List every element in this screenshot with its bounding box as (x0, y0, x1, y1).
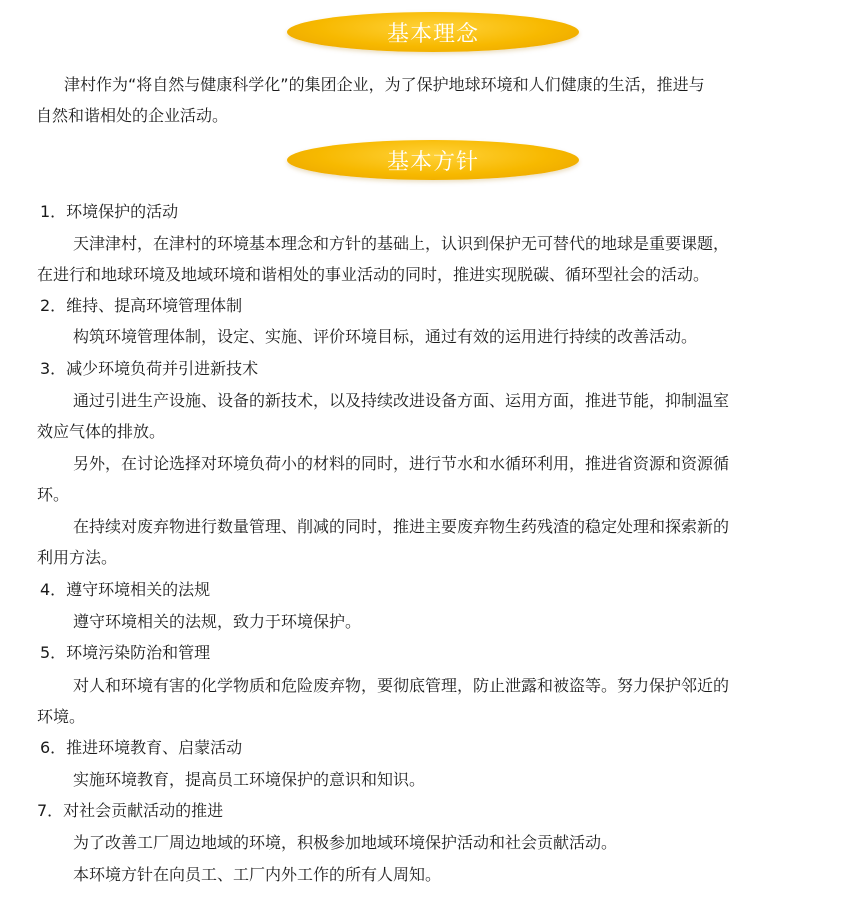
policy-line: 在进行和地球环境及地域环境和谐相处的事业活动的同时，推进实现脱碳、循环型社会的活动。 (37, 265, 710, 284)
policy-line: 天津津村，在津村的环境基本理念和方针的基础上，认识到保护无可替代的地球是重要课题， (73, 234, 730, 253)
policy-heading-3: 3．减少环境负荷并引进新技术 (40, 359, 259, 378)
policy-heading-5: 5．环境污染防治和管理 (40, 643, 211, 662)
philosophy-banner (287, 12, 579, 52)
policy-line: 利用方法。 (37, 548, 118, 567)
policy-banner (287, 140, 579, 180)
policy-line: 遵守环境相关的法规，致力于环境保护。 (73, 612, 362, 631)
policy-heading-6: 6．推进环境教育、启蒙活动 (40, 738, 243, 757)
policy-line: 另外，在讨论选择对环境负荷小的材料的同时，进行节水和水循环利用，推进省资源和资源循 (73, 454, 730, 473)
policy-banner-title: 基本方针 (386, 149, 479, 175)
policy-heading-2: 2．维持、提高环境管理体制 (40, 296, 243, 315)
policy-line: 为了改善工厂周边地域的环境，积极参加地域环境保护活动和社会贡献活动。 (73, 833, 618, 852)
policy-line: 实施环境教育，提高员工环境保护的意识和知识。 (73, 770, 426, 789)
policy-line: 对人和环境有害的化学物质和危险废弃物，要彻底管理，防止泄露和被盗等。努力保护邻近的 (73, 676, 730, 695)
policy-line: 本环境方针在向员工、工厂内外工作的所有人周知。 (73, 865, 442, 884)
policy-heading-7: 7．对社会贡献活动的推进 (37, 801, 224, 820)
philosophy-line: 津村作为“将自然与健康科学化”的集团企业，为了保护地球环境和人们健康的生活，推进与 (64, 75, 705, 94)
policy-heading-1: 1．环境保护的活动 (40, 202, 179, 221)
policy-line: 环境。 (37, 707, 86, 726)
policy-line: 构筑环境管理体制，设定、实施、评价环境目标，通过有效的运用进行持续的改善活动。 (73, 327, 698, 346)
philosophy-line: 自然和谐相处的企业活动。 (36, 106, 229, 125)
policy-line: 效应气体的排放。 (37, 422, 166, 441)
policy-line: 通过引进生产设施、设备的新技术，以及持续改进设备方面、运用方面，推进节能，抑制温室 (73, 391, 730, 410)
policy-heading-4: 4．遵守环境相关的法规 (40, 580, 211, 599)
policy-line: 环。 (37, 485, 70, 504)
philosophy-banner-title: 基本理念 (386, 21, 479, 47)
policy-line: 在持续对废弃物进行数量管理、削减的同时，推进主要废弃物生药残渣的稳定处理和探索新的 (73, 517, 730, 536)
